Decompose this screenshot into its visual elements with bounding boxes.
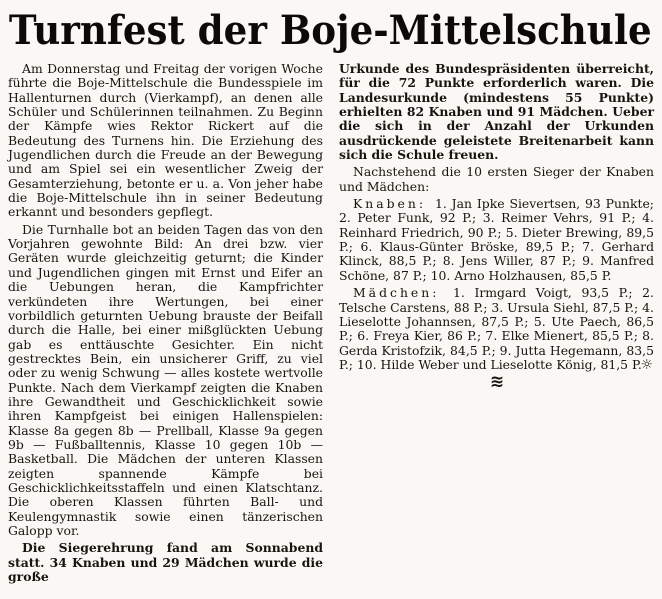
paragraph-urkunde: Urkunde des Bundespräsidenten überreicht, für die 72 Punkte erforderlich waren. Die Landesurkunde (mindestens 55 Punkte) erhielten 82 Knaben und 91 Mädchen. Ueber die sich in der Anzahl der Urkunden ausdrückende geleistete Breitenarbeit kann sich die Schule freuen.	[339, 61, 654, 163]
paragraph-intro: Am Donnerstag und Freitag der vorigen Woche führte die Boje-Mittelschule die Bundesspiele im Hallenturnen durch (Vierkampf), an denen alle Schüler und Schülerinnen teilnahmen. Zu Beginn der Kämpfe wies Rektor Rickert auf die Bedeutung des Turnens hin. Die Erziehung des Jugendlichen durch die Freude an der Bewegung und am Spiel sei ein wesentlicher Zweig der Gesamterziehung, betonte er u. a. Von jeher habe die Boje-Mittelschule ihn in seiner Bedeutung erkannt und besonders gepflegt.	[8, 61, 323, 220]
paragraph-siegerehrung: Die Siegerehrung fand am Sonnabend statt. 34 Knaben und 29 Mädchen wurde die große	[8, 540, 323, 585]
paragraph-maedchen-results	[339, 286, 654, 372]
right-column	[339, 62, 654, 584]
paragraph-turnhalle: Die Turnhalle bot an beiden Tagen das von den Vorjahren gewohnte Bild: An drei bzw. vier Geräten wurde gleichzeitig geturnt; die Kinder und Jugendlichen gingen mit Ernst und Eifer an die Uebungen heran, die Kampfrichter verkündeten ihre Wertungen, bei einer vorbildlich geturnten Uebung brauste der Beifall durch die Halle, bei einer mißglückten Uebung gab es enttäuschte Gesichter. Ein nicht gestrecktes Bein, ein unsicherer Griff, zu viel oder zu wenig Schwung — alles kostete wertvolle Punkte. Nach dem Vierkampf zeigten die Knaben ihre Gewandtheit und Geschicklichkeit sowie ihren Kampfgeist bei einigen Hallenspielen: Klasse 8a gegen 8b — Prellball, Klasse 9a gegen 9b — Fußballtennis, Klasse 10 gegen 10b — Basketball. Die Mädchen der unteren Klassen zeigten spannende Kämpfe bei Geschicklichkeitsstaffeln und einen Klatschtanz. Die oberen Klassen führten Ball- und Keulengymnastik sowie einen tänzerischen Galopp vor.	[8, 221, 323, 538]
end-squiggle-icon: ≋	[489, 372, 504, 393]
paragraph-nachstehend: Nachstehend die 10 ersten Sieger der Knaben und Mädchen:	[339, 164, 654, 194]
knaben-list: 1. Jan Ipke Sievertsen, 93 Punkte; 2. Peter Funk, 92 P.; 3. Reimer Vehrs, 91 P.; 4. Reinhard Friedrich, 90 P.; 5. Dieter Brewing, 89,5 P.; 6. Klaus-Günter Bröske, 89,5 P.; 7. Gerhard Klinck, 88,5 P.; 8. Jens Willer, 87 P.; 9. Manfred Schöne, 87 P.; 10. Arno Holzhausen, 85,5 P.	[339, 196, 654, 283]
maedchen-label: Mädchen:	[353, 285, 440, 301]
left-column	[8, 62, 323, 584]
end-star-icon: ☼	[640, 357, 653, 374]
knaben-label: Knaben:	[353, 196, 427, 212]
paragraph-knaben-results	[339, 197, 654, 283]
article-headline: Turnfest der Boje-Mittelschule	[8, 7, 652, 54]
article-columns	[8, 62, 655, 584]
maedchen-list: 1. Irmgard Voigt, 93,5 P.; 2. Telsche Carstens, 88 P.; 3. Ursula Siehl, 87,5 P.; 4. Lieselotte Johannsen, 87,5 P.; 5. Ute Paech, 86,5 P.; 6. Freya Kier, 86 P.; 7. Elke Mienert, 85,5 P.; 8. Gerda Kristofzik, 84,5 P.; 9. Jutta Hegemann, 83,5 P.; 10. Hilde Weber und Lieselotte König, 81,5 P.	[339, 285, 654, 372]
